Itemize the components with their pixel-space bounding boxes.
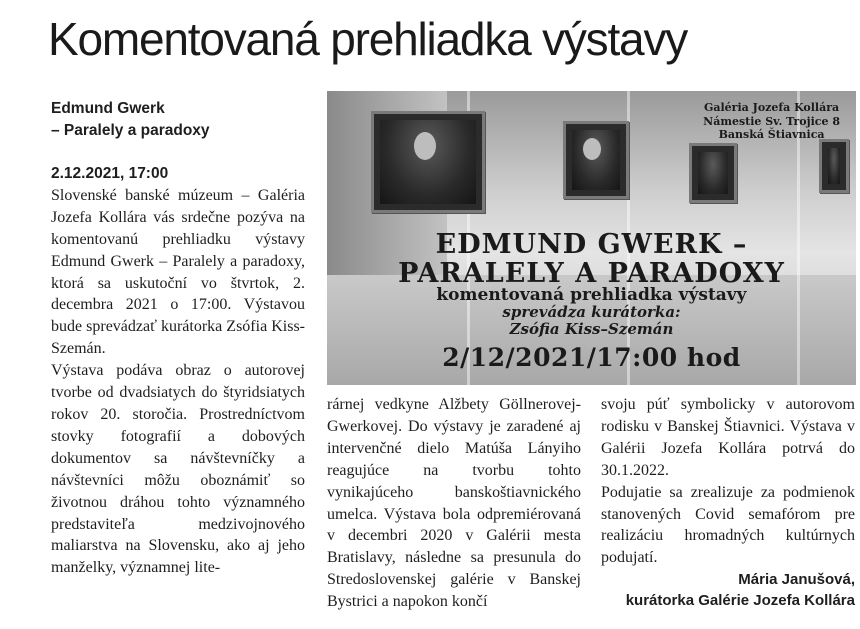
painting-portrait-woman [371, 111, 485, 213]
poster-guide-name: Zsófia Kiss–Szemán [509, 320, 674, 338]
signature [601, 569, 855, 611]
heading-author: Edmund Gwerk [51, 100, 165, 117]
poster-guide-label: sprevádza kurátorka: [502, 303, 681, 321]
gallery-street: Námestie Sv. Trojice 8 [703, 114, 840, 128]
signature-role: kurátorka Galérie Jozefa Kollára [625, 592, 855, 610]
paragraph-covid: Podujatie sa zrealizuje za podmienok stanovených Covid semafórom pre realizáciu hromadných kultúrnych podujatí. [601, 483, 855, 567]
signature-name: Mária Janušová, [738, 571, 855, 589]
poster-gallery-address [703, 101, 840, 142]
painting-small [689, 143, 737, 203]
column-1 [51, 98, 305, 579]
poster-curator [327, 304, 856, 338]
poster-title-line2: PARALELY A PARADOXY [398, 258, 785, 289]
poster-date: 2/12/2021/17:00 hod [442, 343, 741, 372]
paragraph-exhibition-part2: rárnej vedkyne Alžbety Göllnerovej-Gwerkovej. Do výstavy je zaradené aj intervenčné dielo Matúša Lányiho reagujúce na tvorbu tohto vynikajúceho banskoštiavnického umelca. Výstava bola odpremiérovaná v decembri 2020 v Galérii mesta Bratislavy, následne sa presunula do Stredoslovenskej galérie v Banskej Bystrici a napokon končí [327, 396, 581, 611]
article-heading [51, 98, 305, 141]
paragraph-exhibition-part3: svoju púť symbolicky v autorovom rodisku v Banskej Štiavnici. Výstava v Galérii Jozefa Kollára potrvá do 30.1.2022. [601, 396, 855, 479]
column-3 [601, 394, 855, 611]
paragraph-exhibition-part1: Výstava podáva obraz o autorovej tvorbe od dvadsiatych do štyridsiatych rokov 20. storočia. Prostredníctvom stovky fotografií a dobových dokumentov sa návštevníčky a návštevníci môžu oboznámiť so životnou dráhou tohto významného predstaviteľa medzivojnového maliarstva na Slovensku, ako aj jeho manželky, významnej lite- [51, 362, 305, 577]
poster-subtitle: komentovaná prehliadka výstavy [436, 285, 747, 305]
poster-title-line1: EDMUND GWERK – [435, 229, 748, 260]
event-datetime: 2.12.2021, 17:00 [51, 165, 169, 182]
column-2 [327, 394, 581, 613]
gallery-town: Banská Štiavnica [718, 128, 825, 141]
painting-portrait-man [563, 121, 629, 199]
exhibition-poster [327, 91, 856, 385]
heading-subtitle: – Paralely a paradoxy [51, 121, 210, 139]
gallery-name: Galéria Jozefa Kollára [703, 101, 840, 114]
paragraph-invitation: Slovenské banské múzeum – Galéria Jozefa Kollára vás srdečne pozýva na komentovanú prehliadku výstavy Edmund Gwerk – Paralely a paradoxy, ktorá sa uskutoční vo štvrtok, 2. decembra 2021 o 17:00. Výstavou bude sprevádzať kurátorka Zsófia Kiss-Szemán. [51, 186, 305, 358]
painting-edge [819, 139, 849, 193]
page-title: Komentovaná prehliadka výstavy [48, 13, 688, 65]
